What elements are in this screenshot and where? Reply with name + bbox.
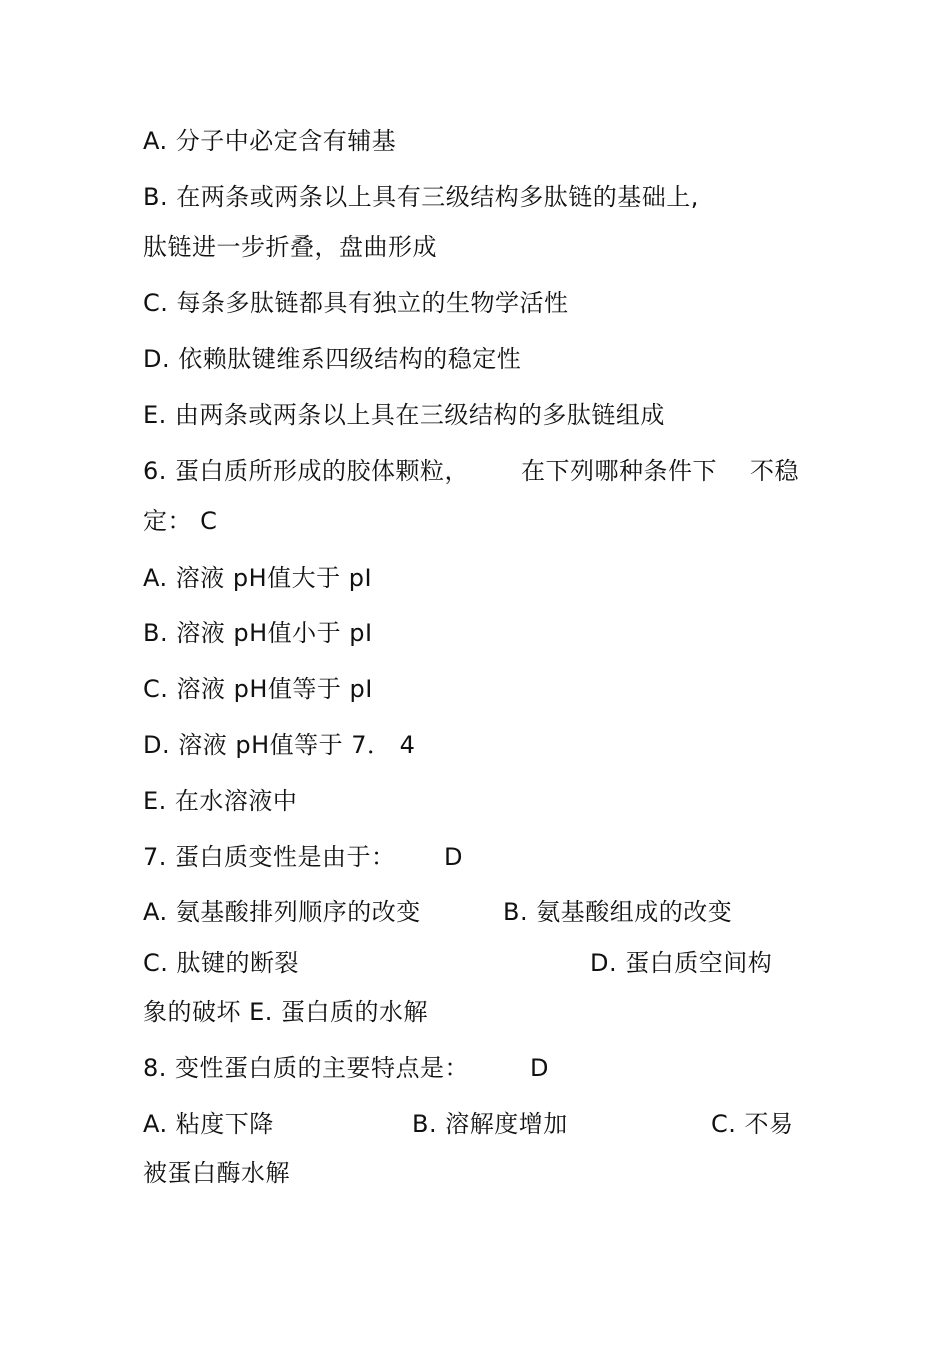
q6-option-d: D. 溶液 pH值等于 7． 4 — [143, 731, 416, 759]
q8-option-a: A. 粘度下降 — [143, 1110, 274, 1138]
q8-answer: D — [530, 1054, 549, 1082]
q6-option-e: E. 在水溶液中 — [143, 787, 298, 815]
q6-stem-part2: 在下列哪种条件下 — [521, 457, 717, 485]
q5-option-e: E. 由两条或两条以上具在三级结构的多肽链组成 — [143, 401, 665, 429]
q6-option-a: A. 溶液 pH值大于 pI — [143, 564, 373, 592]
q7-option-a: A. 氨基酸排列顺序的改变 — [143, 898, 421, 926]
q7-stem: 7. 蛋白质变性是由于： — [143, 843, 396, 871]
q5-option-b-line1: B. 在两条或两条以上具有三级结构多肽链的基础上, — [143, 183, 699, 211]
q7-option-b: B. 氨基酸组成的改变 — [503, 898, 733, 926]
q8-option-b: B. 溶解度增加 — [412, 1110, 568, 1138]
q7-option-d-e: 象的破坏 E. 蛋白质的水解 — [143, 998, 429, 1026]
q7-answer: D — [444, 843, 463, 871]
q7-option-d-part1: D. 蛋白质空间构 — [590, 949, 773, 977]
q5-option-b-line2: 肽链进一步折叠，盘曲形成 — [143, 233, 437, 261]
q5-option-a: A. 分子中必定含有辅基 — [143, 127, 397, 155]
q8-option-c-part2: 被蛋白酶水解 — [143, 1159, 290, 1187]
q6-option-b: B. 溶液 pH值小于 pI — [143, 619, 373, 647]
q8-option-c-part1: C. 不易 — [711, 1110, 794, 1138]
q8-stem: 8. 变性蛋白质的主要特点是： — [143, 1054, 470, 1082]
q6-stem-part3: 不稳 — [750, 457, 799, 485]
q5-option-d: D. 依赖肽键维系四级结构的稳定性 — [143, 345, 522, 373]
q6-stem-part1: 6. 蛋白质所形成的胶体颗粒， — [143, 457, 470, 485]
q6-stem-answer: 定： C — [143, 507, 218, 535]
q7-option-c: C. 肽键的断裂 — [143, 949, 300, 977]
q5-option-c: C. 每条多肽链都具有独立的生物学活性 — [143, 289, 569, 317]
q6-option-c: C. 溶液 pH值等于 pI — [143, 675, 373, 703]
